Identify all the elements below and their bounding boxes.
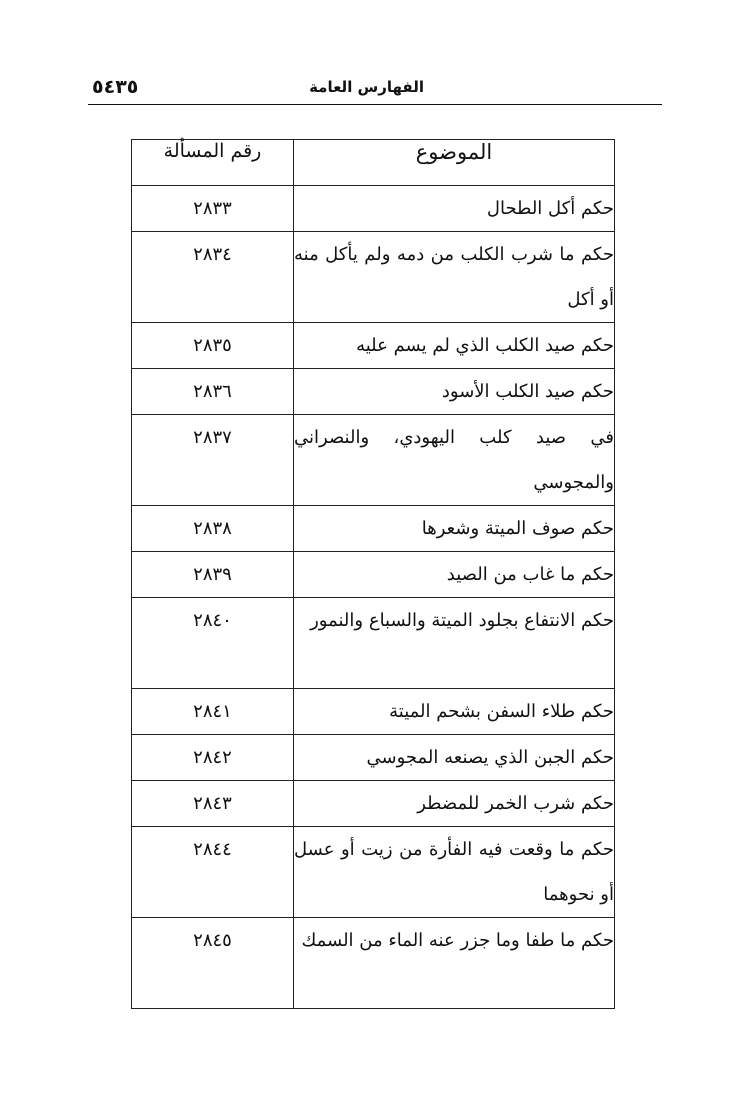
column-header-topic: الموضوع [294, 140, 615, 186]
number-cell: ٢٨٣٩ [132, 552, 294, 598]
topic-cell: حكم الانتفاع بجلود الميتة والسباع والنمور [294, 598, 615, 689]
topic-cell: في صيد كلب اليهودي، والنصراني والمجوسي [294, 415, 615, 506]
topic-cell: حكم شرب الخمر للمضطر [294, 781, 615, 827]
number-cell: ٢٨٤٣ [132, 781, 294, 827]
header-divider [88, 104, 662, 105]
topic-cell: حكم ما وقعت فيه الفأرة من زيت أو عسل أو نحوهما [294, 827, 615, 918]
table-row [132, 186, 615, 232]
table-row [132, 323, 615, 369]
table-row [132, 552, 615, 598]
topic-cell: حكم أكل الطحال [294, 186, 615, 232]
table-row [132, 781, 615, 827]
number-cell: ٢٨٤٢ [132, 735, 294, 781]
topic-cell: حكم الجبن الذي يصنعه المجوسي [294, 735, 615, 781]
number-cell: ٢٨٤٠ [132, 598, 294, 689]
table-row [132, 689, 615, 735]
table-row [132, 232, 615, 323]
table-header-row [132, 140, 615, 186]
number-cell: ٢٨٤٤ [132, 827, 294, 918]
topic-cell: حكم ما طفا وما جزر عنه الماء من السمك [294, 918, 615, 1009]
table-row [132, 506, 615, 552]
number-cell: ٢٨٣٣ [132, 186, 294, 232]
page-title: الفهارس العامة [309, 78, 424, 96]
number-cell: ٢٨٣٦ [132, 369, 294, 415]
number-cell: ٢٨٣٥ [132, 323, 294, 369]
page-number: ٥٤٣٥ [92, 76, 139, 98]
column-header-number: رقم المسألة [132, 140, 294, 186]
table-row [132, 827, 615, 918]
page-header [88, 72, 662, 106]
table-row [132, 735, 615, 781]
table-row [132, 918, 615, 1009]
topic-cell: حكم صيد الكلب الأسود [294, 369, 615, 415]
table-row [132, 369, 615, 415]
number-cell: ٢٨٣٨ [132, 506, 294, 552]
topic-cell: حكم ما غاب من الصيد [294, 552, 615, 598]
number-cell: ٢٨٤١ [132, 689, 294, 735]
topic-cell: حكم ما شرب الكلب من دمه ولم يأكل منه أو أكل [294, 232, 615, 323]
topic-cell: حكم صوف الميتة وشعرها [294, 506, 615, 552]
table-row [132, 598, 615, 689]
index-table [131, 139, 615, 1009]
table-row [132, 415, 615, 506]
number-cell: ٢٨٣٧ [132, 415, 294, 506]
topic-cell: حكم طلاء السفن بشحم الميتة [294, 689, 615, 735]
number-cell: ٢٨٤٥ [132, 918, 294, 1009]
number-cell: ٢٨٣٤ [132, 232, 294, 323]
topic-cell: حكم صيد الكلب الذي لم يسم عليه [294, 323, 615, 369]
